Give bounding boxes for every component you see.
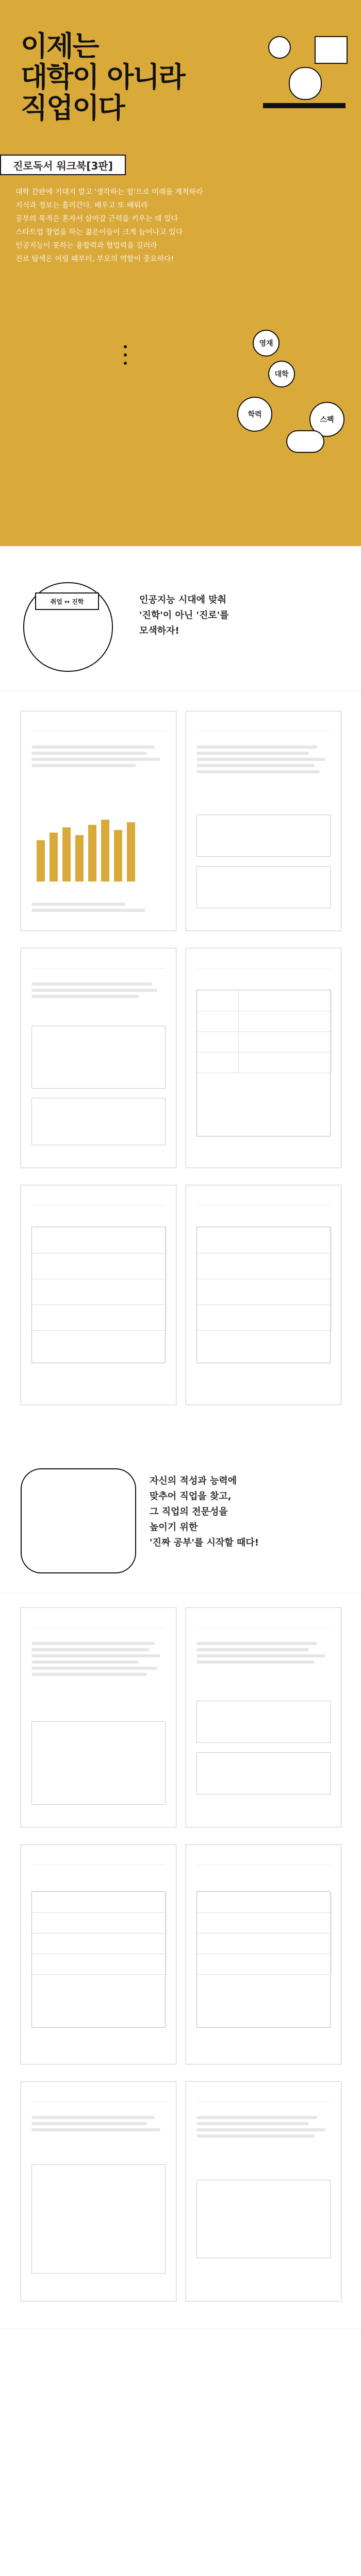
text-line (196, 2122, 309, 2125)
tag-university: 대학 (268, 361, 295, 387)
chart-icon (315, 36, 348, 64)
bar-mark (88, 825, 96, 882)
table-grid (31, 1891, 166, 2028)
hero-title-line-1: 이제는 (21, 30, 99, 62)
text-line (31, 1660, 139, 1664)
text-line (31, 1654, 160, 1657)
dot-icon (124, 362, 127, 365)
sample-page-grid-a (21, 1185, 176, 1405)
dot-icon (124, 345, 127, 348)
bar-mark (37, 840, 45, 882)
hot-air-balloon-basket-icon (286, 430, 324, 453)
answer-box (31, 1026, 166, 1089)
hero-subtitle: 진로독서 워크북[3판] (0, 155, 126, 175)
page-header (196, 1855, 331, 1865)
text-line (31, 1642, 155, 1645)
table-cell (197, 1304, 332, 1331)
answer-box (31, 1098, 166, 1145)
text-line (31, 903, 125, 906)
text-line (196, 1648, 309, 1651)
table-cell (32, 1933, 167, 1954)
bar-mark (50, 833, 58, 882)
table-cell (197, 1892, 332, 1913)
answer-box (196, 1752, 331, 1794)
page-header (31, 722, 166, 732)
page-header (31, 959, 166, 969)
page-header (31, 1618, 166, 1628)
page-header (196, 2092, 331, 2102)
bar-mark (114, 830, 122, 882)
text-line (196, 1660, 315, 1664)
person-icon (289, 67, 322, 100)
page-header (196, 1618, 331, 1628)
page-header (196, 1196, 331, 1206)
text-line (196, 764, 315, 767)
sample-page-table-3 (186, 1844, 341, 2064)
desk-icon (263, 103, 346, 108)
table-cell (197, 1011, 239, 1032)
studying-person-illustration (258, 31, 351, 129)
table-cell (197, 1052, 239, 1073)
text-line (31, 1667, 157, 1670)
text-line (196, 758, 325, 761)
section-1-text: 인공지능 시대에 맞춰 '진학'이 아닌 '진로'를 모색하자! (139, 595, 229, 636)
hero-title-line-2: 대학이 아니라 (21, 61, 185, 93)
text-line (31, 2116, 155, 2119)
table-cell (32, 1912, 167, 1934)
text-line (31, 2122, 147, 2125)
text-line (31, 758, 160, 761)
section-2-text: 자신의 적성과 능력에 맞추어 직업을 찾고, 그 직업의 전문성을 높이기 위한 '진짜 공부'를 시작할 때다! (150, 1476, 259, 1548)
hero-paragraph: 대학 간판에 기대지 말고 '생각하는 힘'으로 미래를 계척하라 지식과 정보는 흘러간다. 배우고 또 배워라 공부의 목적은 혼자서 살아갈 근력을 키우는 데 있다 스타트업 창업을 하는 젊은이들이 크게 늘어나고 있다 인공지능이 못하는 융합력과 협업력을 길러라 진로 탐색은 어릴 때부터, 부모의 역할이 중요하다! (15, 188, 203, 263)
table-grid (196, 990, 331, 1137)
tag-spec: 스펙 (309, 402, 344, 437)
table-grid (196, 1891, 331, 2028)
table-cell (197, 1912, 332, 1934)
sample-page-chart (21, 711, 176, 931)
table-grid (31, 1227, 166, 1363)
bar-mark (75, 835, 84, 882)
text-line (31, 1673, 147, 1676)
keyword-balloons (237, 330, 351, 474)
text-line (196, 2134, 315, 2138)
text-line (196, 2116, 317, 2119)
section-header-2 (0, 1437, 361, 1592)
answer-box (196, 1701, 331, 1743)
table-cell (32, 1227, 167, 1253)
text-line (31, 909, 145, 912)
table-cell (32, 1954, 167, 1975)
text-line (31, 745, 155, 749)
page-header (196, 959, 331, 969)
text-line (31, 752, 147, 755)
table-cell (238, 1031, 332, 1053)
sample-page-text-4 (21, 2081, 176, 2301)
table-cell (238, 1052, 332, 1073)
sample-page-table (186, 948, 341, 1168)
chef-science-illustration (21, 1468, 136, 1573)
text-line (31, 1648, 150, 1651)
table-cell (32, 1253, 167, 1279)
divider (0, 690, 361, 691)
table-cell (197, 1933, 332, 1954)
tag-gifted: 영재 (253, 330, 280, 357)
table-grid (196, 1227, 331, 1363)
table-cell (238, 990, 332, 1011)
text-line (31, 2128, 160, 2131)
sample-page-worksheet (21, 948, 176, 1168)
text-line (196, 1654, 325, 1657)
answer-box (31, 1721, 166, 1805)
text-line (196, 2128, 325, 2131)
sample-page-text-5 (186, 2081, 341, 2301)
table-cell (32, 1304, 167, 1331)
lightbulb-icon (268, 36, 291, 59)
text-line (31, 989, 157, 992)
dot-icon (124, 353, 127, 357)
page-header (31, 1855, 166, 1865)
hero-dots (124, 340, 128, 371)
text-line (31, 764, 136, 767)
table-cell (197, 1279, 332, 1305)
bar-chart-thumbnail (31, 804, 166, 882)
crossroad-sign: 취업 ↔ 진학 (35, 592, 99, 610)
page-header (196, 722, 331, 732)
bar-mark (62, 827, 71, 882)
answer-box (196, 866, 331, 908)
tag-academic-background: 학력 (237, 397, 272, 432)
hero-title-line-3: 직업이다 (21, 92, 124, 124)
table-cell (197, 1227, 332, 1253)
sample-page-text-3 (186, 1607, 341, 1827)
text-line (31, 982, 152, 986)
table-cell (197, 990, 239, 1011)
page-header (31, 1196, 166, 1206)
bar-mark (127, 822, 135, 882)
page-header (31, 2092, 166, 2102)
bar-mark (101, 820, 109, 882)
table-cell (32, 1279, 167, 1305)
answer-box (196, 815, 331, 857)
text-line (196, 745, 317, 749)
text-line (31, 995, 139, 998)
table-cell (238, 1011, 332, 1032)
table-cell (197, 1954, 332, 1975)
sample-page-text-2 (21, 1607, 176, 1827)
answer-box (31, 2164, 166, 2274)
sample-page-table-2 (21, 1844, 176, 2064)
answer-box (196, 2180, 331, 2258)
text-line (196, 1642, 317, 1645)
table-cell (197, 1031, 239, 1053)
text-line (196, 752, 309, 755)
hero-title (21, 31, 185, 124)
section-header-1 (0, 546, 361, 690)
table-cell (32, 1892, 167, 1913)
table-cell (197, 1253, 332, 1279)
text-line (196, 770, 320, 773)
hero-banner (0, 0, 361, 546)
sample-page-text (186, 711, 341, 931)
sample-page-grid-b (186, 1185, 341, 1405)
